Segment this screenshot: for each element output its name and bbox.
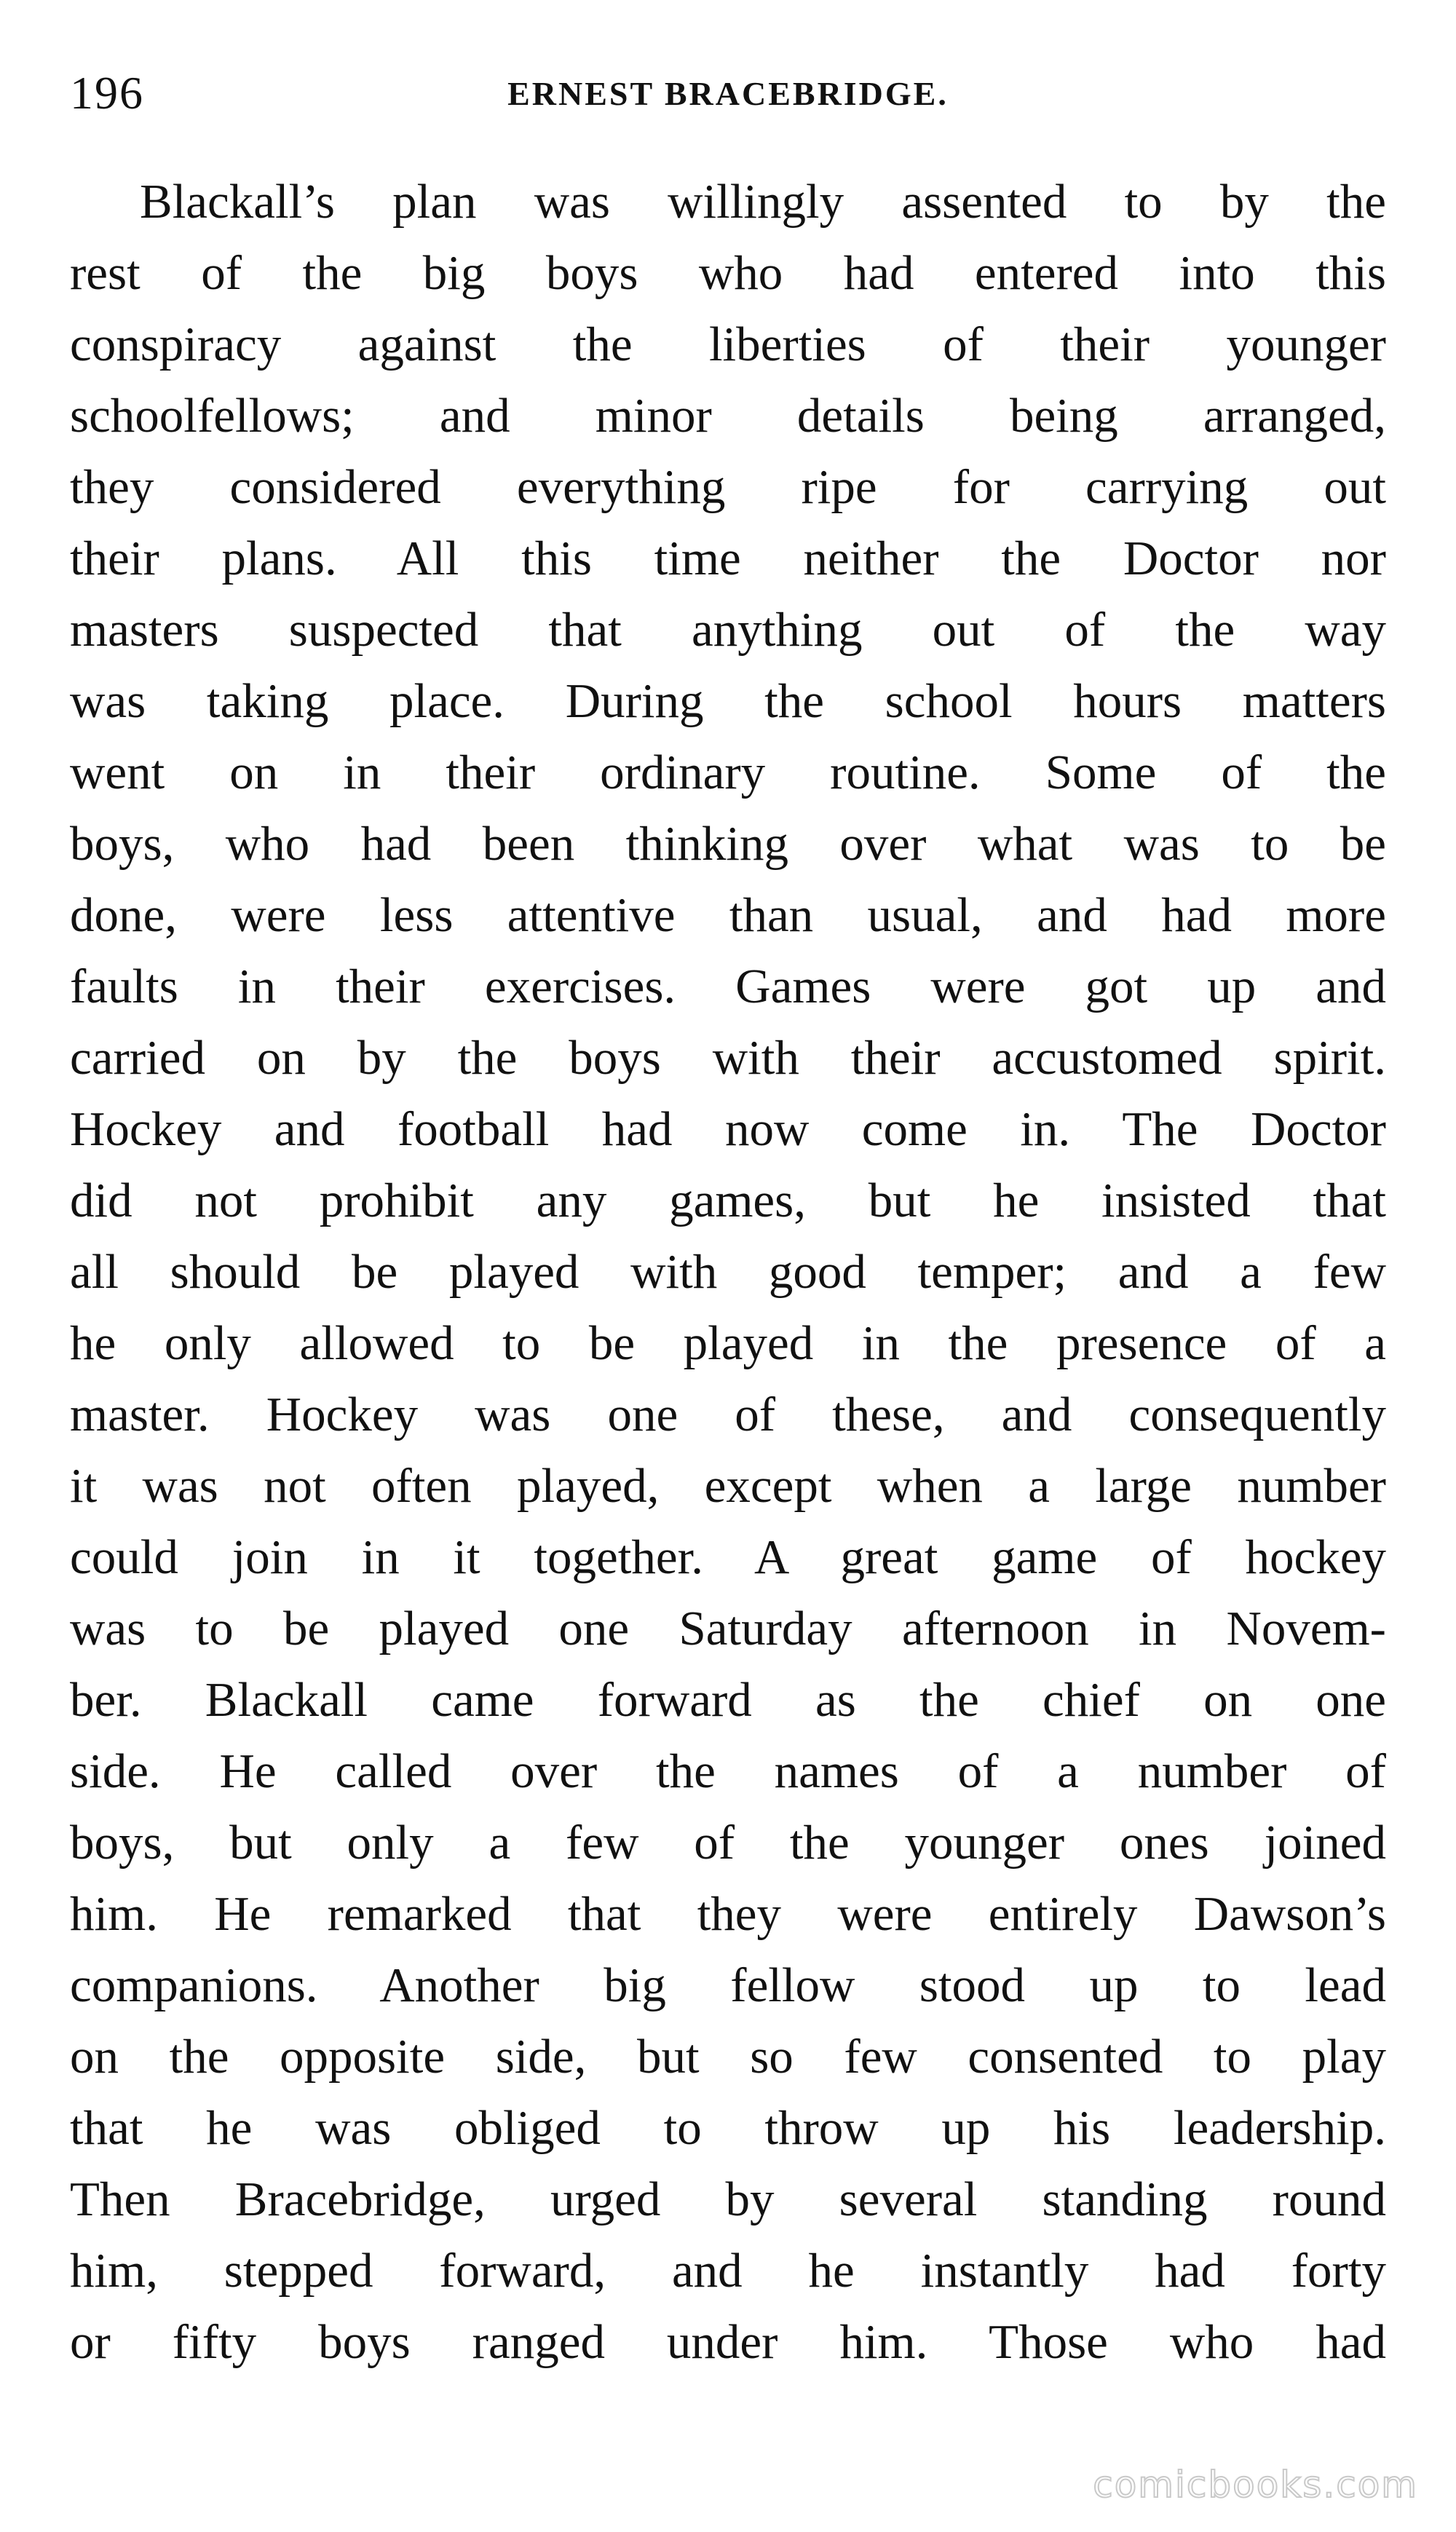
text-line: schoolfellows; and minor details being arranged,	[70, 389, 1386, 443]
text-line: did not prohibit any games, but he insisted that	[70, 1174, 1386, 1227]
running-title: ERNEST BRACEBRIDGE.	[507, 75, 949, 112]
text-line: carried on by the boys with their accustomed spirit.	[70, 1031, 1386, 1085]
text-line: could join in it together. A great game of hockey	[70, 1530, 1386, 1584]
text-line: it was not often played, except when a large number	[70, 1459, 1386, 1513]
text-line: him, stepped forward, and he instantly had forty	[70, 2244, 1386, 2298]
text-line: Hockey and football had now come in. The Doctor	[70, 1102, 1386, 1156]
text-line: masters suspected that anything out of the way	[70, 603, 1386, 657]
text-line: faults in their exercises. Games were got up and	[70, 960, 1386, 1013]
text-line: their plans. All this time neither the Doctor nor	[70, 531, 1386, 585]
text-line: Then Bracebridge, urged by several standing round	[70, 2172, 1386, 2226]
text-line: went on in their ordinary routine. Some of the	[70, 745, 1386, 799]
text-line: was taking place. During the school hours matters	[70, 674, 1386, 728]
text-line: Blackall’s plan was willingly assented to by the	[140, 175, 1386, 229]
text-line: was to be played one Saturday afternoon in Novem-	[70, 1602, 1386, 1655]
text-line: boys, who had been thinking over what was to be	[70, 817, 1386, 871]
watermark: comicbooks.com	[1093, 2464, 1418, 2506]
text-line: companions. Another big fellow stood up to lead	[70, 1958, 1386, 2012]
text-line: on the opposite side, but so few consented to play	[70, 2030, 1386, 2084]
text-line: or fifty boys ranged under him. Those who had	[70, 2315, 1386, 2369]
running-head	[70, 64, 1386, 122]
text-line: all should be played with good temper; and a few	[70, 1245, 1386, 1299]
text-line: they considered everything ripe for carrying out	[70, 460, 1386, 514]
text-line: boys, but only a few of the younger ones joined	[70, 1816, 1386, 1870]
page-number: 196	[70, 67, 144, 119]
text-line: side. He called over the names of a number of	[70, 1744, 1386, 1798]
text-line: him. He remarked that they were entirely Dawson’s	[70, 1887, 1386, 1941]
text-line: done, were less attentive than usual, and had more	[70, 888, 1386, 942]
text-line: master. Hockey was one of these, and consequently	[70, 1388, 1386, 1441]
body-text	[70, 166, 1386, 2378]
text-line: he only allowed to be played in the presence of a	[70, 1316, 1386, 1370]
text-line: ber. Blackall came forward as the chief on one	[70, 1673, 1386, 1727]
text-line: that he was obliged to throw up his leadership.	[70, 2101, 1386, 2155]
text-line: rest of the big boys who had entered into this	[70, 246, 1386, 300]
text-line: conspiracy against the liberties of their younger	[70, 317, 1386, 371]
